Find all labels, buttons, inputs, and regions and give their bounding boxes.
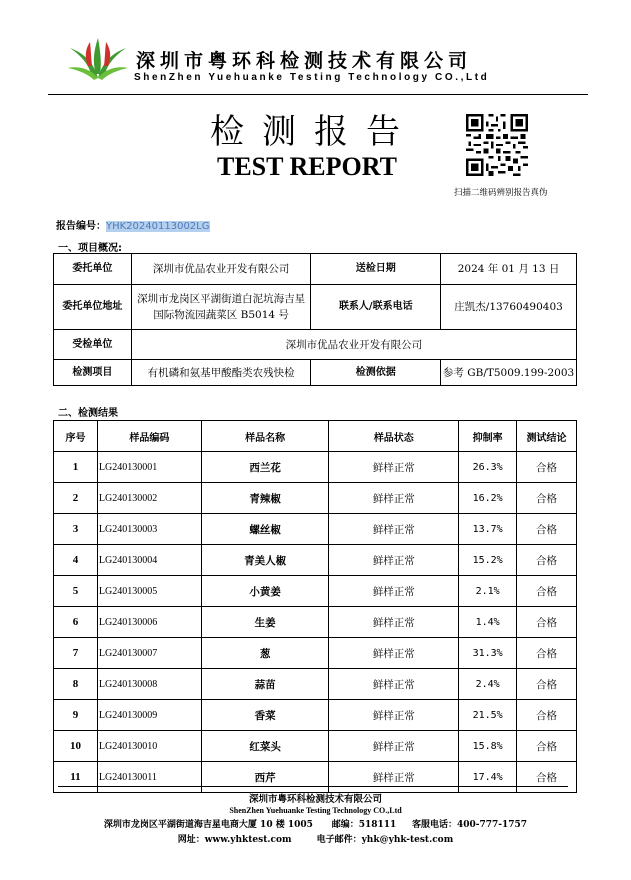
row-number: 5 (54, 576, 98, 607)
inhibition-rate: 2.1% (459, 576, 517, 607)
sample-name: 香菜 (201, 700, 329, 731)
footer-website[interactable]: 网址：www.yhktest.com (177, 835, 292, 845)
inspected-unit-label: 受检单位 (54, 330, 132, 360)
company-name-cn: 深圳市粤环科检测技术有限公司 (136, 50, 473, 72)
address-label: 委托单位地址 (54, 285, 132, 330)
row-number: 2 (54, 483, 98, 514)
test-conclusion: 合格 (517, 762, 577, 793)
row-number: 11 (54, 762, 98, 793)
table-row (54, 669, 577, 700)
footer-company-cn: 深圳市粤环科检测技术有限公司 (248, 794, 382, 805)
sample-state: 鲜样正常 (329, 638, 459, 669)
table-row (54, 731, 577, 762)
sample-name: 青美人椒 (201, 545, 329, 576)
test-basis-value: 参考 GB/T5009.199-2003 (441, 360, 577, 386)
sample-state: 鲜样正常 (329, 700, 459, 731)
test-conclusion: 合格 (517, 514, 577, 545)
test-conclusion: 合格 (517, 700, 577, 731)
header-result: 测试结论 (517, 421, 577, 452)
test-basis-label: 检测依据 (311, 360, 441, 386)
sample-state: 鲜样正常 (329, 514, 459, 545)
sample-name: 蒜苗 (201, 669, 329, 700)
sample-state: 鲜样正常 (329, 731, 459, 762)
qr-code-icon[interactable] (466, 114, 528, 176)
row-number: 7 (54, 638, 98, 669)
contact-label: 联系人/联系电话 (311, 285, 441, 330)
footer-hotline: 客服电话：400-777-1757 (411, 820, 528, 830)
sample-name: 青辣椒 (201, 483, 329, 514)
row-number: 6 (54, 607, 98, 638)
inhibition-rate: 16.2% (459, 483, 517, 514)
qr-caption: 扫描二维码辨别报告真伪 (454, 188, 548, 198)
test-item-label: 检测项目 (54, 360, 132, 386)
sample-state: 鲜样正常 (329, 669, 459, 700)
sample-name: 小黄姜 (201, 576, 329, 607)
sample-code: LG240130010 (97, 731, 201, 762)
footer-address-line (0, 817, 631, 830)
header-no: 序号 (54, 421, 98, 452)
footer-company-en: ShenZhen Yuehuanke Testing Technology CO.,Ltd (229, 806, 402, 815)
header-code: 样品编码 (97, 421, 201, 452)
sample-code: LG240130007 (97, 638, 201, 669)
row-number: 10 (54, 731, 98, 762)
inhibition-rate: 26.3% (459, 452, 517, 483)
inhibition-rate: 15.8% (459, 731, 517, 762)
inhibition-rate: 2.4% (459, 669, 517, 700)
header-name: 样品名称 (201, 421, 329, 452)
test-conclusion: 合格 (517, 607, 577, 638)
table-row (54, 545, 577, 576)
test-conclusion: 合格 (517, 731, 577, 762)
sample-state: 鲜样正常 (329, 545, 459, 576)
header-divider (48, 94, 588, 95)
footer-divider (58, 786, 568, 787)
inhibition-rate: 13.7% (459, 514, 517, 545)
inhibition-rate: 21.5% (459, 700, 517, 731)
sample-code: LG240130006 (97, 607, 201, 638)
company-name-en: ShenZhen Yuehuanke Testing Technology CO.,Ltd (134, 72, 490, 83)
sample-code: LG240130004 (97, 545, 201, 576)
table-row (54, 607, 577, 638)
row-number: 1 (54, 452, 98, 483)
date-value: 2024 年 01 月 13 日 (441, 254, 577, 285)
sample-name: 葱 (201, 638, 329, 669)
table-row (54, 638, 577, 669)
report-number-value[interactable]: YHK20240113002LG (106, 221, 210, 232)
project-info-table (53, 253, 577, 386)
results-header-row (54, 421, 577, 452)
row-number: 4 (54, 545, 98, 576)
sample-state: 鲜样正常 (329, 483, 459, 514)
header-state: 样品状态 (329, 421, 459, 452)
sample-code: LG240130002 (97, 483, 201, 514)
test-conclusion: 合格 (517, 452, 577, 483)
inhibition-rate: 31.3% (459, 638, 517, 669)
test-item-value: 有机磷和氨基甲酸酯类农残快检 (131, 360, 311, 386)
table-row (54, 700, 577, 731)
inhibition-rate: 17.4% (459, 762, 517, 793)
sample-name: 红菜头 (201, 731, 329, 762)
footer-email[interactable]: 电子邮件：yhk@yhk-test.com (316, 835, 454, 845)
sample-code: LG240130005 (97, 576, 201, 607)
header-rate: 抑制率 (459, 421, 517, 452)
sample-state: 鲜样正常 (329, 762, 459, 793)
sample-name: 西兰花 (201, 452, 329, 483)
test-conclusion: 合格 (517, 638, 577, 669)
inhibition-rate: 15.2% (459, 545, 517, 576)
sample-name: 生姜 (201, 607, 329, 638)
footer-address: 深圳市龙岗区平湖街道海吉星电商大厦 10 楼 1005 (103, 820, 313, 830)
report-title-cn: 检测报告 (210, 112, 418, 152)
section-project-overview: 一、项目概况: (58, 243, 122, 254)
address-value: 深圳市龙岗区平湖街道白泥坑海吉星国际物流园蔬菜区 B5014 号 (131, 285, 311, 330)
inhibition-rate: 1.4% (459, 607, 517, 638)
table-row (54, 762, 577, 793)
table-row (54, 576, 577, 607)
table-row (54, 483, 577, 514)
sample-state: 鲜样正常 (329, 607, 459, 638)
table-row (54, 452, 577, 483)
sample-code: LG240130003 (97, 514, 201, 545)
sample-state: 鲜样正常 (329, 576, 459, 607)
sample-name: 西芹 (201, 762, 329, 793)
test-conclusion: 合格 (517, 576, 577, 607)
row-number: 3 (54, 514, 98, 545)
sample-name: 螺丝椒 (201, 514, 329, 545)
row-number: 9 (54, 700, 98, 731)
sample-state: 鲜样正常 (329, 452, 459, 483)
sample-code: LG240130001 (97, 452, 201, 483)
client-value: 深圳市优品农业开发有限公司 (131, 254, 311, 285)
sample-code: LG240130008 (97, 669, 201, 700)
date-label: 送检日期 (311, 254, 441, 285)
sample-code: LG240130011 (97, 762, 201, 793)
table-row (54, 514, 577, 545)
section-test-results: 二、检测结果 (58, 408, 118, 419)
test-conclusion: 合格 (517, 483, 577, 514)
client-label: 委托单位 (54, 254, 132, 285)
test-conclusion: 合格 (517, 545, 577, 576)
report-title-en: TEST REPORT (217, 152, 397, 181)
inspected-unit-value: 深圳市优品农业开发有限公司 (131, 330, 576, 360)
footer-postcode: 邮编：518111 (331, 820, 397, 830)
sample-code: LG240130009 (97, 700, 201, 731)
company-logo-icon (66, 34, 130, 80)
row-number: 8 (54, 669, 98, 700)
results-table (53, 420, 577, 793)
contact-value: 庄凯杰/13760490403 (441, 285, 577, 330)
report-number (56, 217, 210, 232)
report-number-label: 报告编号： (56, 221, 106, 232)
footer-contact-line (0, 832, 631, 845)
test-conclusion: 合格 (517, 669, 577, 700)
